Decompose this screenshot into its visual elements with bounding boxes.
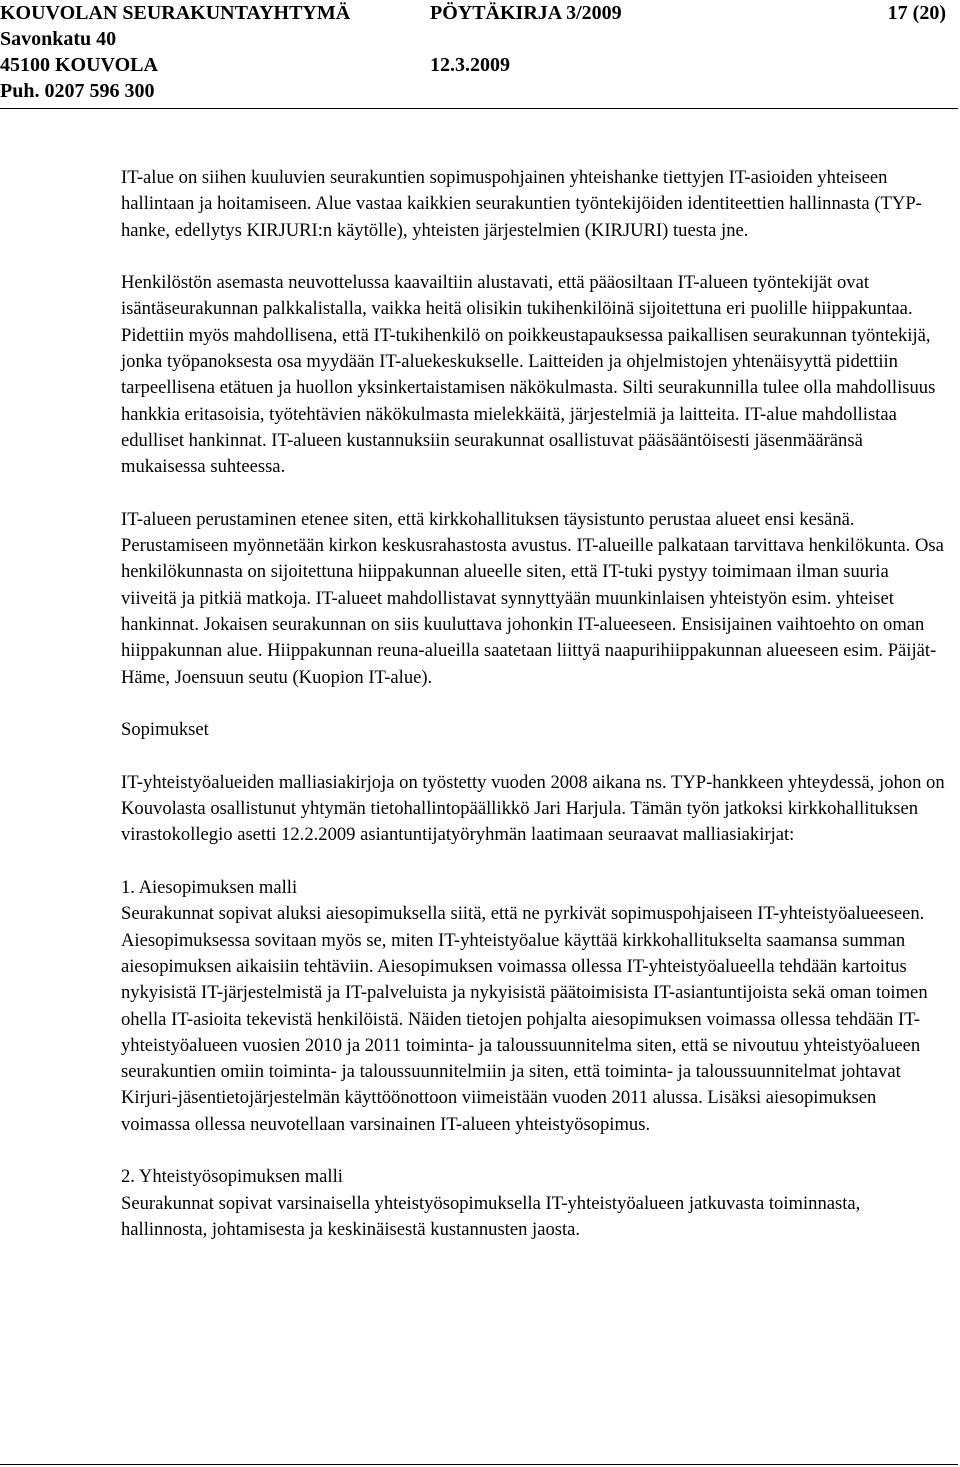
street-address: Savonkatu 40 <box>0 28 117 50</box>
paragraph-staff-position: Henkilöstön asemasta neuvottelussa kaavailtiin alustavati, että pääosiltaan IT-alueen työntekijät ovat isäntäseurakunnan palkkalistalla, vaikka heitä olisikin tukihenkilöinä sijoitettuna eri puolille hiippakuntaa. Pidettiin myös mahdollisena, että IT-tukihenkilö on poikkeustapauksessa paikallisen seurakunnan työntekijä, jonka työpanoksesta osa myydään IT-aluekeskukselle. Laitteiden ja ohjelmistojen yhtenäisyyttä pidettiin tarpeellisena etätuen ja huollon yksinkertaistamisen näkökulmasta. Silti seurakunnilla tulee olla mahdollisuus hankkia eritasoisia, työtehtävien näkökulmasta mielekkäitä, järjestelmiä ja laitteita. IT-alue mahdollistaa edulliset hankinnat. IT-alueen kustannuksiin seurakunnat osallistuvat pääsääntöisesti jäsenmääränsä mukaisessa suhteessa. <box>121 272 936 478</box>
paragraph-it-area-intro: IT-alue on siihen kuuluvien seurakuntien sopimuspohjainen yhteishanke tiettyjen IT-asioiden yhteiseen hallintaan ja hoitamiseen. Alue vastaa kaikkien seurakuntien työntekijöiden identiteettien hallinnasta (TYP-hanke, edellytys KIRJURI:n käytölle), yhteisten järjestelmien (KIRJURI) tuesta jne. <box>121 167 922 241</box>
organization-name: KOUVOLAN SEURAKUNTAYHTYMÄ <box>0 2 351 24</box>
document-title: PÖYTÄKIRJA 3/2009 <box>430 2 622 24</box>
section-heading-agreements: Sopimukset <box>121 719 209 741</box>
letterhead-row-2 <box>0 26 960 52</box>
footer-divider <box>0 1464 958 1465</box>
document-date: 12.3.2009 <box>430 54 510 76</box>
document-body <box>121 165 947 1243</box>
letterhead-row-3 <box>0 52 960 78</box>
letterhead-row-4 <box>0 78 960 104</box>
item-text-letter-of-intent: Seurakunnat sopivat aluksi aiesopimuksella siitä, että ne pyrkivät sopimuspohjaiseen IT-yhteistyöalueeseen. Aiesopimuksessa sovitaan myös se, miten IT-yhteistyöalue käyttää kirkkohallitukselta saamansa summan aiesopimuksen aikaisiin tehtäviin. Aiesopimuksen voimassa ollessa IT-yhteistyöalueella tehdään kartoitus nykyisistä IT-järjestelmistä ja IT-palveluista ja nykyisistä päätoimisista IT-asiantuntijoista sekä oman toimen ohella IT-asioita tekevistä henkilöistä. Näiden tietojen pohjalta aiesopimuksen voimassa ollessa tehdään IT-yhteistyöalueen vuosien 2010 ja 2011 toiminta- ja taloussuunnitelma siten, että se nivoutuu yhteistyöalueen seurakuntien omiin toiminta- ja taloussuunnitelmiin ja siten, että toiminta- ja taloussuunnitelmat johtavat Kirjuri-jäsentietojärjestelmän käyttöönottoon viimeistään vuoden 2011 alussa. Lisäksi aiesopimuksen voimassa ollessa neuvotellaan varsinainen IT-alueen yhteistyösopimus. <box>121 903 928 1135</box>
letterhead-row-1 <box>0 0 960 26</box>
item-text-cooperation-agreement: Seurakunnat sopivat varsinaisella yhteistyösopimuksella IT-yhteistyöalueen jatkuvasta toiminnasta, hallinnosta, johtamisesta ja keskinäisestä kustannusten jaosta. <box>121 1192 861 1240</box>
header-divider <box>0 108 958 109</box>
postal-address: 45100 KOUVOLA <box>0 54 158 76</box>
letterhead <box>0 0 960 104</box>
paragraph-it-area-founding: IT-alueen perustaminen etenee siten, että kirkkohallituksen täysistunto perustaa alueet ensi kesänä. Perustamiseen myönnetään kirkon keskusrahastosta avustus. IT-alueille palkataan tarvittava henkilökunta. Osa henkilökunnasta on sijoitettuna hiippakunnan alueelle siten, että IT-tuki pystyy toimimaan ilman suuria viiveitä ja pitkiä matkoja. IT-alueet mahdollistavat synnyttyään muunkinlaisen yhteistyön esim. yhteiset hankinnat. Jokaisen seurakunnan on siis kuuluttava johonkin IT-alueeseen. Ensisijainen vaihtoehto on oman hiippakunnan alue. Hiippakunnan reuna-alueilla saatetaan liittyä naapurihiippakunnan alueeseen esim. Päijät-Häme, Joensuun seutu (Kuopion IT-alue). <box>121 508 944 688</box>
paragraph-model-documents: IT-yhteistyöalueiden malliasiakirjoja on työstetty vuoden 2008 aikana ns. TYP-hankkeen yhteydessä, johon on Kouvolasta osallistunut yhtymän tietohallintopäällikkö Jari Harjula. Tämän työn jatkoksi kirkkohallituksen virastokollegio asetti 12.2.2009 asiantuntijatyöryhmän laatimaan seuraavat malliasiakirjat: <box>121 771 945 846</box>
page-number: 17 (20) <box>887 2 946 24</box>
phone-number: Puh. 0207 596 300 <box>0 80 155 102</box>
item-title-cooperation-agreement: 2. Yhteistyösopimuksen malli <box>121 1166 343 1188</box>
item-title-letter-of-intent: 1. Aiesopimuksen malli <box>121 877 298 899</box>
